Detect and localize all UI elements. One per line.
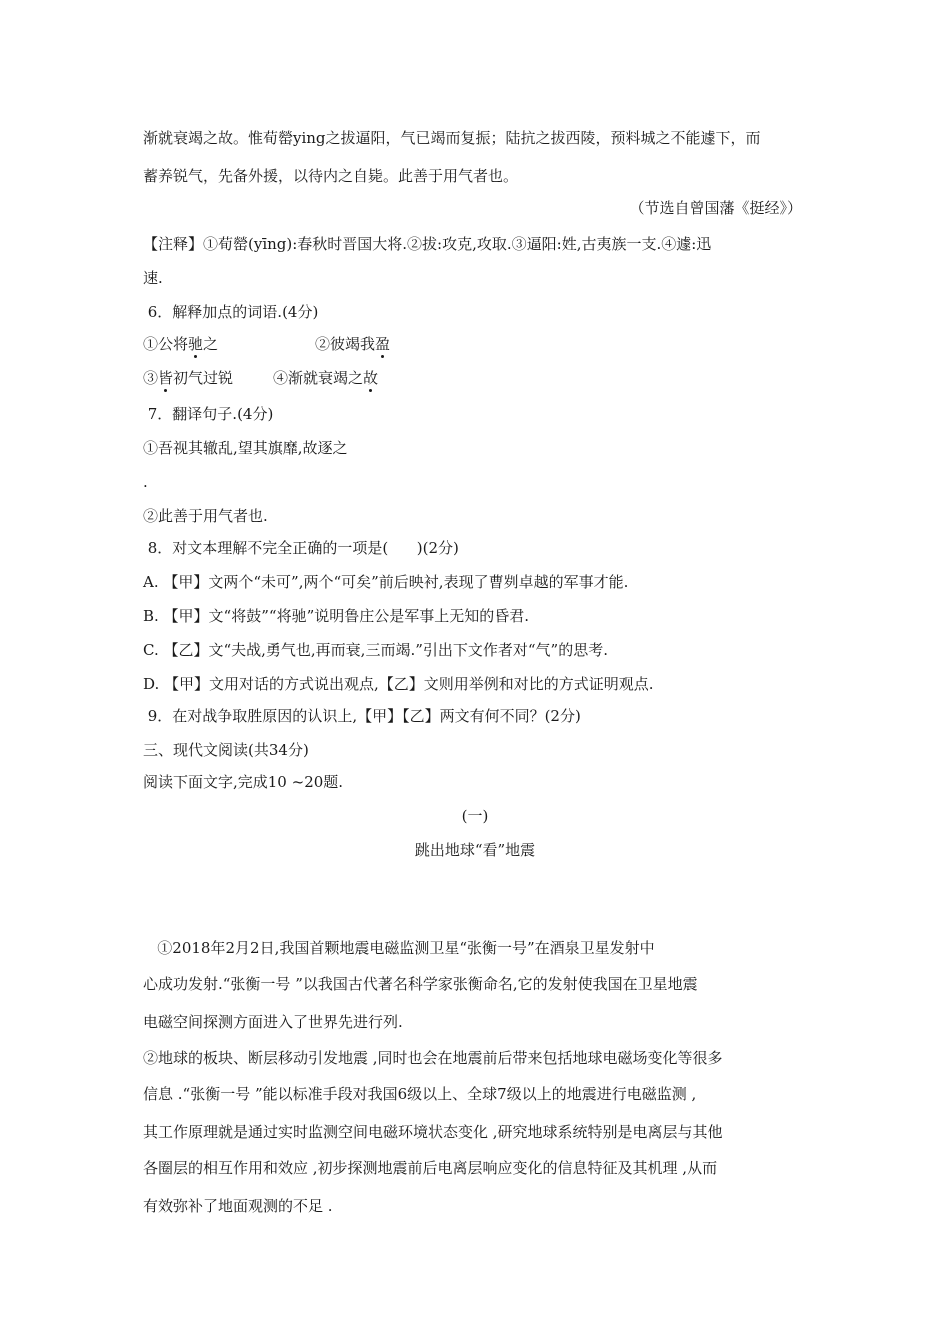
part-number: (一)	[461, 807, 489, 825]
question-6-item-4: ④渐就衰竭之故	[273, 369, 379, 387]
article-p2-line-4: 各圈层的相互作用和效应 ,初步探测地震前后电离层响应变化的信息特征及其机理 ,从而	[143, 1159, 718, 1177]
article-p2-line-2: 信息 .“张衡一号 ”能以标准手段对我国6级以上、全球7级以上的地震进行电磁监测 ,	[143, 1085, 697, 1103]
excerpt-line-1: 渐就衰竭之故。惟荀罃ying之拔逼阳，气已竭而复振；陆抗之拔西陵，预料城之不能遽下，而	[143, 129, 761, 147]
question-7-sentence-1: ①吾视其辙乱,望其旗靡,故逐之	[143, 439, 348, 457]
question-8-option-c: C. 【乙】文“夫战,勇气也,再而衰,三而竭.”引出下文作者对“气”的思考.	[143, 641, 608, 659]
section-3-instruction: 阅读下面文字,完成10 ~20题.	[143, 773, 344, 791]
excerpt-source: （节选自曾国藩《挺经》）	[629, 199, 802, 217]
section-3-title: 三、现代文阅读(共34分)	[143, 741, 309, 759]
question-8-option-a: A. 【甲】文两个“未可”,两个“可矣”前后映衬,表现了曹刿卓越的军事才能.	[143, 573, 629, 591]
question-6-item-1: ①公将驰之	[143, 335, 219, 353]
notes-line-1: 【注释】①荀罃(yīng):春秋时晋国大将.②拔:攻克,攻取.③逼阳:姓,古夷族一支.④遽:迅	[143, 235, 712, 253]
article-p2-line-5: 有效弥补了地面观测的不足 .	[143, 1197, 333, 1215]
excerpt-line-2: 蓄养锐气，先备外援，以待内之自毙。此善于用气者也。	[143, 167, 519, 185]
question-7-title: 7．翻译句子.(4分)	[143, 405, 274, 423]
article-title: 跳出地球“看”地震	[414, 841, 536, 859]
question-7-sentence-2: ②此善于用气者也.	[143, 507, 268, 525]
question-6-item-2: ②彼竭我盈	[315, 335, 391, 353]
question-9-title: 9．在对战争取胜原因的认识上,【甲】【乙】两文有何不同？(2分)	[143, 707, 581, 725]
question-8-title: 8．对文本理解不完全正确的一项是( )(2分)	[143, 539, 459, 557]
notes-line-2: 速.	[143, 269, 163, 287]
question-6-item-3: ③皆初气过锐	[143, 369, 234, 387]
article-p1-line-2: 心成功发射.“张衡一号 ”以我国古代著名科学家张衡命名,它的发射使我国在卫星地震	[143, 975, 698, 993]
article-p1-line-1: ①2018年2月2日,我国首颗地震电磁监测卫星“张衡一号”在酒泉卫星发射中	[143, 939, 655, 957]
article-p2-line-1: ②地球的板块、断层移动引发地震 ,同时也会在地震前后带来包括地球电磁场变化等很多	[143, 1049, 723, 1067]
question-7-answer-line: .	[143, 473, 148, 491]
article-p1-line-3: 电磁空间探测方面进入了世界先进行列.	[143, 1013, 403, 1031]
question-6-title: 6．解释加点的词语.(4分)	[143, 303, 319, 321]
question-8-option-b: B. 【甲】文“将鼓”“将驰”说明鲁庄公是军事上无知的昏君.	[143, 607, 530, 625]
article-p2-line-3: 其工作原理就是通过实时监测空间电磁环境状态变化 ,研究地球系统特别是电离层与其他	[143, 1123, 723, 1141]
question-8-option-d: D. 【甲】文用对话的方式说出观点,【乙】文则用举例和对比的方式证明观点.	[143, 675, 654, 693]
